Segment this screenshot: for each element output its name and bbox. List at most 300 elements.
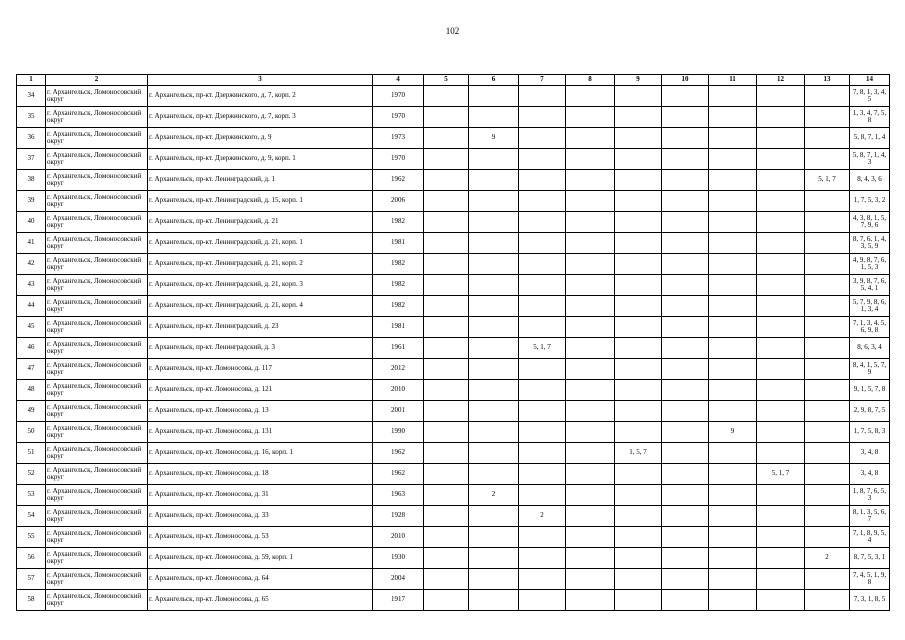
address-cell: г. Архангельск, пр-кт. Ленинградский, д. 21, корп. 2 <box>148 254 373 275</box>
col6-cell: 9 <box>469 128 519 149</box>
col14-cell: 7, 1, 8, 9, 5, 4 <box>850 527 890 548</box>
col5-cell <box>424 128 469 149</box>
col7-cell <box>519 548 566 569</box>
col7-cell <box>519 422 566 443</box>
col6-cell <box>469 506 519 527</box>
col5-cell <box>424 212 469 233</box>
col9-cell <box>615 128 662 149</box>
district-cell: г. Архангельск, Ломоносовский округ <box>46 191 148 212</box>
col13-cell <box>805 233 850 254</box>
col6-cell <box>469 590 519 611</box>
col7-cell <box>519 254 566 275</box>
col13-cell <box>805 569 850 590</box>
col8-cell <box>566 296 615 317</box>
district-cell: г. Архангельск, Ломоносовский округ <box>46 170 148 191</box>
col9-cell <box>615 464 662 485</box>
col10-cell <box>662 527 709 548</box>
col6-cell <box>469 401 519 422</box>
col10-cell <box>662 191 709 212</box>
col14-cell: 8, 7, 5, 3, 1 <box>850 548 890 569</box>
address-cell: г. Архангельск, пр-кт. Ленинградский, д. 21, корп. 3 <box>148 275 373 296</box>
row-number-cell: 46 <box>17 338 46 359</box>
col8-cell <box>566 107 615 128</box>
table-row <box>17 506 890 527</box>
table-row <box>17 317 890 338</box>
col13-cell <box>805 506 850 527</box>
col12-cell <box>757 107 805 128</box>
col11-cell <box>709 170 757 191</box>
row-number-cell: 51 <box>17 443 46 464</box>
row-number-cell: 34 <box>17 86 46 107</box>
col8-cell <box>566 422 615 443</box>
year-cell: 1930 <box>373 548 424 569</box>
table-row <box>17 128 890 149</box>
table-row <box>17 380 890 401</box>
col6-cell <box>469 380 519 401</box>
row-number-cell: 53 <box>17 485 46 506</box>
col8-cell <box>566 338 615 359</box>
header-cell: 5 <box>424 75 469 86</box>
col10-cell <box>662 380 709 401</box>
year-cell: 1928 <box>373 506 424 527</box>
col14-cell: 8, 1, 3, 5, 6, 7 <box>850 506 890 527</box>
col13-cell <box>805 401 850 422</box>
col6-cell <box>469 86 519 107</box>
address-cell: г. Архангельск, пр-кт. Ломоносова, д. 18 <box>148 464 373 485</box>
year-cell: 1963 <box>373 485 424 506</box>
col8-cell <box>566 149 615 170</box>
col9-cell <box>615 527 662 548</box>
table-header-row <box>17 75 890 86</box>
col12-cell <box>757 485 805 506</box>
col5-cell <box>424 191 469 212</box>
col9-cell <box>615 359 662 380</box>
year-cell: 1970 <box>373 86 424 107</box>
col13-cell <box>805 212 850 233</box>
col12-cell <box>757 422 805 443</box>
year-cell: 1973 <box>373 128 424 149</box>
table-row <box>17 149 890 170</box>
table-row <box>17 548 890 569</box>
col6-cell <box>469 212 519 233</box>
col10-cell <box>662 107 709 128</box>
col12-cell <box>757 401 805 422</box>
col8-cell <box>566 128 615 149</box>
col11-cell <box>709 317 757 338</box>
col6-cell <box>469 170 519 191</box>
col10-cell <box>662 275 709 296</box>
col7-cell <box>519 485 566 506</box>
col12-cell <box>757 233 805 254</box>
col14-cell: 5, 7, 9, 8, 6, 1, 3, 4 <box>850 296 890 317</box>
district-cell: г. Архангельск, Ломоносовский округ <box>46 443 148 464</box>
header-cell: 12 <box>757 75 805 86</box>
col13-cell <box>805 380 850 401</box>
district-cell: г. Архангельск, Ломоносовский округ <box>46 506 148 527</box>
col6-cell <box>469 338 519 359</box>
table-row <box>17 191 890 212</box>
col13-cell <box>805 527 850 548</box>
col12-cell <box>757 296 805 317</box>
row-number-cell: 36 <box>17 128 46 149</box>
col8-cell <box>566 506 615 527</box>
header-cell: 9 <box>615 75 662 86</box>
row-number-cell: 55 <box>17 527 46 548</box>
address-cell: г. Архангельск, пр-кт. Дзержинского, д. 7, корп. 3 <box>148 107 373 128</box>
year-cell: 1970 <box>373 107 424 128</box>
col5-cell <box>424 86 469 107</box>
col12-cell <box>757 527 805 548</box>
col12-cell: 5, 1, 7 <box>757 464 805 485</box>
col5-cell <box>424 317 469 338</box>
col12-cell <box>757 191 805 212</box>
address-cell: г. Архангельск, пр-кт. Ломоносова, д. 53 <box>148 527 373 548</box>
col6-cell <box>469 317 519 338</box>
col9-cell <box>615 254 662 275</box>
table-row <box>17 233 890 254</box>
table-row <box>17 86 890 107</box>
col10-cell <box>662 296 709 317</box>
col6-cell <box>469 275 519 296</box>
address-cell: г. Архангельск, пр-кт. Ломоносова, д. 13 <box>148 401 373 422</box>
col12-cell <box>757 149 805 170</box>
col14-cell: 2, 9, 8, 7, 5 <box>850 401 890 422</box>
col6-cell <box>469 254 519 275</box>
col14-cell: 7, 8, 1, 3, 4, 5 <box>850 86 890 107</box>
data-table <box>16 74 890 611</box>
year-cell: 2001 <box>373 401 424 422</box>
col14-cell: 1, 3, 4, 7, 5, 8 <box>850 107 890 128</box>
header-cell: 13 <box>805 75 850 86</box>
table-row <box>17 401 890 422</box>
col6-cell <box>469 107 519 128</box>
col13-cell <box>805 464 850 485</box>
col10-cell <box>662 569 709 590</box>
col12-cell <box>757 590 805 611</box>
col10-cell <box>662 338 709 359</box>
col8-cell <box>566 590 615 611</box>
col7-cell <box>519 317 566 338</box>
col7-cell <box>519 170 566 191</box>
col5-cell <box>424 296 469 317</box>
col9-cell <box>615 275 662 296</box>
address-cell: г. Архангельск, пр-кт. Дзержинского, д. 7, корп. 2 <box>148 86 373 107</box>
col14-cell: 8, 4, 3, 6 <box>850 170 890 191</box>
district-cell: г. Архангельск, Ломоносовский округ <box>46 296 148 317</box>
col7-cell <box>519 191 566 212</box>
col6-cell <box>469 233 519 254</box>
year-cell: 1961 <box>373 338 424 359</box>
col12-cell <box>757 569 805 590</box>
col5-cell <box>424 527 469 548</box>
year-cell: 1990 <box>373 422 424 443</box>
col12-cell <box>757 359 805 380</box>
col12-cell <box>757 86 805 107</box>
address-cell: г. Архангельск, пр-кт. Дзержинского, д. 9, корп. 1 <box>148 149 373 170</box>
col12-cell <box>757 254 805 275</box>
col11-cell <box>709 107 757 128</box>
col5-cell <box>424 338 469 359</box>
district-cell: г. Архангельск, Ломоносовский округ <box>46 317 148 338</box>
col8-cell <box>566 254 615 275</box>
row-number-cell: 50 <box>17 422 46 443</box>
address-cell: г. Архангельск, пр-кт. Ломоносова, д. 33 <box>148 506 373 527</box>
col11-cell <box>709 590 757 611</box>
col13-cell: 2 <box>805 548 850 569</box>
district-cell: г. Архангельск, Ломоносовский округ <box>46 212 148 233</box>
col7-cell <box>519 86 566 107</box>
district-cell: г. Архангельск, Ломоносовский округ <box>46 485 148 506</box>
col11-cell <box>709 401 757 422</box>
col13-cell <box>805 296 850 317</box>
district-cell: г. Архангельск, Ломоносовский округ <box>46 275 148 296</box>
col5-cell <box>424 254 469 275</box>
col7-cell <box>519 464 566 485</box>
col11-cell <box>709 380 757 401</box>
col11-cell <box>709 149 757 170</box>
address-cell: г. Архангельск, пр-кт. Ломоносова, д. 131 <box>148 422 373 443</box>
col13-cell <box>805 338 850 359</box>
row-number-cell: 41 <box>17 233 46 254</box>
col12-cell <box>757 275 805 296</box>
district-cell: г. Архангельск, Ломоносовский округ <box>46 338 148 359</box>
year-cell: 2006 <box>373 191 424 212</box>
district-cell: г. Архангельск, Ломоносовский округ <box>46 86 148 107</box>
header-cell: 1 <box>17 75 46 86</box>
col5-cell <box>424 590 469 611</box>
col9-cell: 1, 5, 7 <box>615 443 662 464</box>
table-row <box>17 359 890 380</box>
col14-cell: 1, 8, 7, 6, 5, 3 <box>850 485 890 506</box>
page-number: 102 <box>445 26 460 36</box>
col12-cell <box>757 170 805 191</box>
table-row <box>17 296 890 317</box>
col8-cell <box>566 548 615 569</box>
col12-cell <box>757 506 805 527</box>
district-cell: г. Архангельск, Ломоносовский округ <box>46 422 148 443</box>
col5-cell <box>424 380 469 401</box>
header-cell: 2 <box>46 75 148 86</box>
table-row <box>17 170 890 191</box>
address-cell: г. Архангельск, пр-кт. Ломоносова, д. 117 <box>148 359 373 380</box>
address-cell: г. Архангельск, пр-кт. Ломоносова, д. 31 <box>148 485 373 506</box>
table-row <box>17 485 890 506</box>
col6-cell <box>469 464 519 485</box>
col13-cell <box>805 86 850 107</box>
year-cell: 2012 <box>373 359 424 380</box>
col10-cell <box>662 590 709 611</box>
col6-cell <box>469 527 519 548</box>
header-cell: 10 <box>662 75 709 86</box>
col8-cell <box>566 275 615 296</box>
col11-cell <box>709 338 757 359</box>
district-cell: г. Архангельск, Ломоносовский округ <box>46 590 148 611</box>
col11-cell <box>709 275 757 296</box>
col9-cell <box>615 212 662 233</box>
col7-cell <box>519 380 566 401</box>
table-row <box>17 275 890 296</box>
col13-cell <box>805 443 850 464</box>
table-row <box>17 212 890 233</box>
col14-cell: 3, 4, 8 <box>850 464 890 485</box>
col5-cell <box>424 548 469 569</box>
address-cell: г. Архангельск, пр-кт. Дзержинского, д. 9 <box>148 128 373 149</box>
col8-cell <box>566 212 615 233</box>
district-cell: г. Архангельск, Ломоносовский округ <box>46 464 148 485</box>
col11-cell <box>709 359 757 380</box>
col10-cell <box>662 254 709 275</box>
year-cell: 1982 <box>373 212 424 233</box>
col13-cell <box>805 590 850 611</box>
table-row <box>17 254 890 275</box>
row-number-cell: 42 <box>17 254 46 275</box>
col5-cell <box>424 485 469 506</box>
col14-cell: 9, 1, 5, 7, 8 <box>850 380 890 401</box>
col9-cell <box>615 401 662 422</box>
col7-cell <box>519 296 566 317</box>
col11-cell <box>709 296 757 317</box>
year-cell: 1981 <box>373 317 424 338</box>
col14-cell: 8, 7, 6, 1, 4, 3, 5, 9 <box>850 233 890 254</box>
table-row <box>17 527 890 548</box>
col8-cell <box>566 380 615 401</box>
col14-cell: 7, 3, 1, 8, 5 <box>850 590 890 611</box>
col12-cell <box>757 338 805 359</box>
col5-cell <box>424 149 469 170</box>
col8-cell <box>566 485 615 506</box>
col10-cell <box>662 128 709 149</box>
col13-cell: 5, 1, 7 <box>805 170 850 191</box>
col13-cell <box>805 485 850 506</box>
district-cell: г. Архангельск, Ломоносовский округ <box>46 107 148 128</box>
col9-cell <box>615 569 662 590</box>
col11-cell <box>709 86 757 107</box>
address-cell: г. Архангельск, пр-кт. Ленинградский, д. 15, корп. 1 <box>148 191 373 212</box>
header-cell: 7 <box>519 75 566 86</box>
col6-cell <box>469 548 519 569</box>
col10-cell <box>662 212 709 233</box>
col9-cell <box>615 548 662 569</box>
address-cell: г. Архангельск, пр-кт. Ленинградский, д. 21 <box>148 212 373 233</box>
district-cell: г. Архангельск, Ломоносовский округ <box>46 359 148 380</box>
row-number-cell: 49 <box>17 401 46 422</box>
year-cell: 1917 <box>373 590 424 611</box>
col5-cell <box>424 170 469 191</box>
col7-cell <box>519 149 566 170</box>
district-cell: г. Архангельск, Ломоносовский округ <box>46 548 148 569</box>
col10-cell <box>662 170 709 191</box>
col8-cell <box>566 464 615 485</box>
col11-cell <box>709 128 757 149</box>
col8-cell <box>566 443 615 464</box>
col7-cell <box>519 401 566 422</box>
row-number-cell: 47 <box>17 359 46 380</box>
header-cell: 11 <box>709 75 757 86</box>
col7-cell <box>519 590 566 611</box>
district-cell: г. Архангельск, Ломоносовский округ <box>46 128 148 149</box>
col10-cell <box>662 359 709 380</box>
col7-cell <box>519 359 566 380</box>
col14-cell: 8, 4, 1, 5, 7, 9 <box>850 359 890 380</box>
col9-cell <box>615 170 662 191</box>
col10-cell <box>662 317 709 338</box>
col10-cell <box>662 548 709 569</box>
col6-cell <box>469 569 519 590</box>
col11-cell <box>709 191 757 212</box>
row-number-cell: 57 <box>17 569 46 590</box>
address-cell: г. Архангельск, пр-кт. Ленинградский, д. 21, корп. 4 <box>148 296 373 317</box>
table-row <box>17 443 890 464</box>
address-cell: г. Архангельск, пр-кт. Ленинградский, д. 3 <box>148 338 373 359</box>
col12-cell <box>757 548 805 569</box>
col12-cell <box>757 212 805 233</box>
district-cell: г. Архангельск, Ломоносовский округ <box>46 527 148 548</box>
col14-cell: 7, 1, 3, 4, 5, 6, 9, 8 <box>850 317 890 338</box>
col9-cell <box>615 338 662 359</box>
row-number-cell: 45 <box>17 317 46 338</box>
table-row <box>17 569 890 590</box>
col14-cell: 4, 9, 8, 7, 6, 1, 5, 3 <box>850 254 890 275</box>
col7-cell <box>519 527 566 548</box>
row-number-cell: 38 <box>17 170 46 191</box>
col11-cell <box>709 212 757 233</box>
col10-cell <box>662 149 709 170</box>
col13-cell <box>805 107 850 128</box>
col14-cell: 3, 9, 8, 7, 6, 5, 4, 1 <box>850 275 890 296</box>
col12-cell <box>757 317 805 338</box>
col9-cell <box>615 422 662 443</box>
col5-cell <box>424 401 469 422</box>
row-number-cell: 48 <box>17 380 46 401</box>
col11-cell <box>709 485 757 506</box>
col11-cell <box>709 254 757 275</box>
table-row <box>17 464 890 485</box>
header-cell: 14 <box>850 75 890 86</box>
year-cell: 1982 <box>373 254 424 275</box>
col10-cell <box>662 422 709 443</box>
col6-cell <box>469 422 519 443</box>
col11-cell <box>709 506 757 527</box>
col5-cell <box>424 506 469 527</box>
col8-cell <box>566 170 615 191</box>
district-cell: г. Архангельск, Ломоносовский округ <box>46 380 148 401</box>
col13-cell <box>805 359 850 380</box>
table-body <box>17 86 890 611</box>
col8-cell <box>566 401 615 422</box>
col12-cell <box>757 128 805 149</box>
col10-cell <box>662 464 709 485</box>
col5-cell <box>424 422 469 443</box>
year-cell: 2010 <box>373 527 424 548</box>
col14-cell: 3, 4, 8 <box>850 443 890 464</box>
col8-cell <box>566 191 615 212</box>
row-number-cell: 44 <box>17 296 46 317</box>
col13-cell <box>805 191 850 212</box>
header-cell: 8 <box>566 75 615 86</box>
col8-cell <box>566 86 615 107</box>
col11-cell <box>709 464 757 485</box>
address-cell: г. Архангельск, пр-кт. Ленинградский, д. 1 <box>148 170 373 191</box>
col10-cell <box>662 86 709 107</box>
year-cell: 1982 <box>373 296 424 317</box>
header-cell: 6 <box>469 75 519 86</box>
col6-cell <box>469 296 519 317</box>
col10-cell <box>662 506 709 527</box>
address-cell: г. Архангельск, пр-кт. Ломоносова, д. 65 <box>148 590 373 611</box>
year-cell: 1981 <box>373 233 424 254</box>
year-cell: 1970 <box>373 149 424 170</box>
col11-cell <box>709 548 757 569</box>
